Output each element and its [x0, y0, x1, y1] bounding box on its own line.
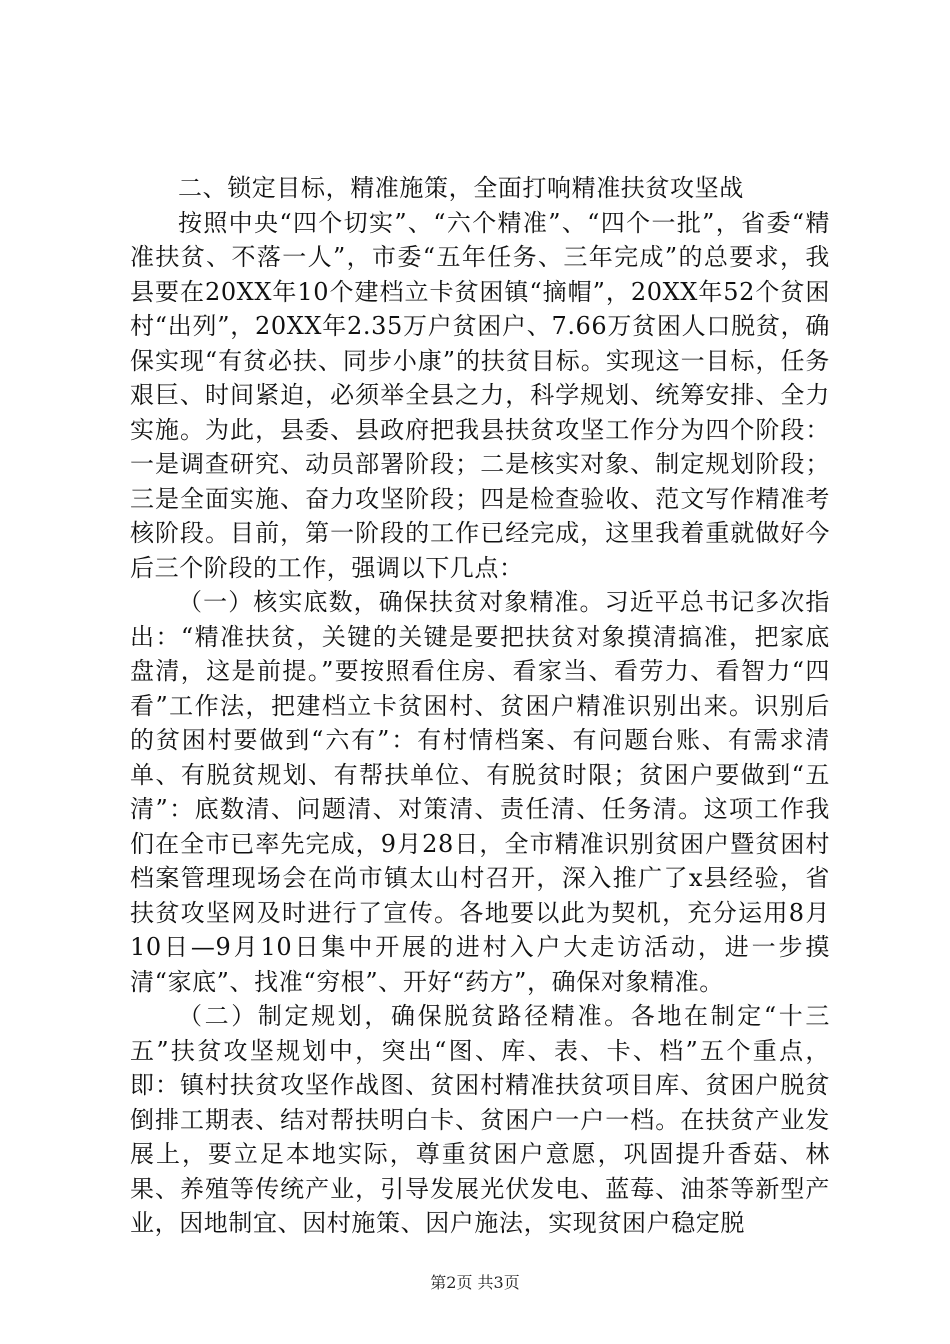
paragraph-intro: 按照中央“四个切实”、“六个精准”、“四个一批”，省委“精准扶贫、不落一人”，市委“五年任务、三年完成”的总要求，我县要在20XX年10个建档立卡贫困镇“摘帽”，20XX年52个贫困村“出列”，20XX年2.35万户贫困户、7.66万贫困人口脱贫，确保实现“有贫必扶、同步小康”的扶贫目标。实现这一目标，任务艰巨、时间紧迫，必须举全县之力，科学规划、统筹安排、全力实施。为此，县委、县政府把我县扶贫攻坚工作分为四个阶段：一是调查研究、动员部署阶段；二是核实对象、制定规划阶段；三是全面实施、奋力攻坚阶段；四是检查验收、范文写作精准考核阶段。目前，第一阶段的工作已经完成，这里我着重就做好今后三个阶段的工作，强调以下几点：	[130, 208, 830, 582]
document-body	[130, 171, 830, 1241]
paragraph-point-one: （一）核实底数，确保扶贫对象精准。习近平总书记多次指出：“精准扶贫，关键的关键是要把扶贫对象摸清搞准，把家底盘清，这是前提。”要按照看住房、看家当、看劳力、看智力“四看”工作法，把建档立卡贫困村、贫困户精准识别出来。识别后的贫困村要做到“六有”：有村情档案、有问题台账、有需求清单、有脱贫规划、有帮扶单位、有脱贫时限；贫困户要做到“五清”：底数清、问题清、对策清、责任清、任务清。这项工作我们在全市已率先完成，9月28日，全市精准识别贫困户暨贫困村档案管理现场会在尚市镇太山村召开，深入推广了x县经验，省扶贫攻坚网及时进行了宣传。各地要以此为契机，充分运用8月10日—9月10日集中开展的进村入户大走访活动，进一步摸清“家底”、找准“穷根”、开好“药方”，确保对象精准。	[130, 588, 830, 996]
section-heading: 二、锁定目标，精准施策，全面打响精准扶贫攻坚战	[178, 174, 744, 202]
paragraph-point-two: （二）制定规划，确保脱贫路径精准。各地在制定“十三五”扶贫攻坚规划中，突出“图、库、表、卡、档”五个重点，即：镇村扶贫攻坚作战图、贫困村精准扶贫项目库、贫困户脱贫倒排工期表、结对帮扶明白卡、贫困户一户一档。在扶贫产业发展上，要立足本地实际，尊重贫困户意愿，巩固提升香菇、林果、养殖等传统产业，引导发展光伏发电、蓝莓、油茶等新型产业，因地制宜、因村施策、因户施法，实现贫困户稳定脱	[130, 1002, 830, 1237]
page-number-footer: 第2页 共3页	[430, 1273, 520, 1292]
